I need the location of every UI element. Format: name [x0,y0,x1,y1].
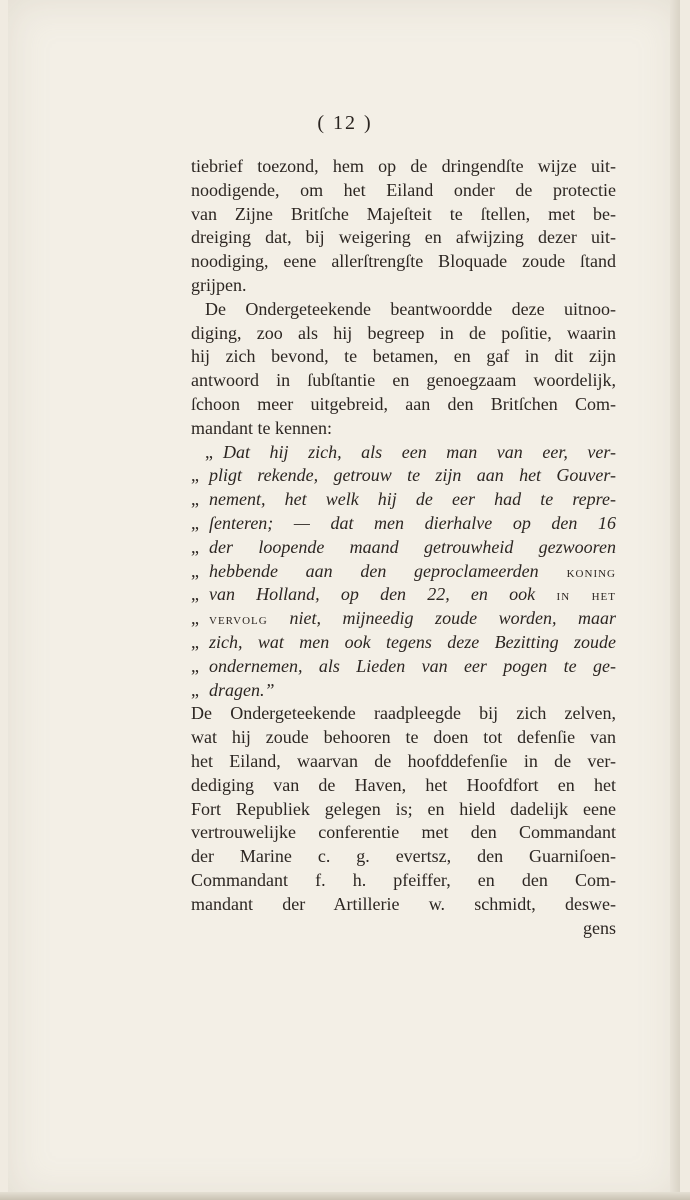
text-line [191,203,616,227]
quote-mark: „ [191,536,199,557]
text-line [191,631,616,655]
text-line [191,322,616,346]
quote-mark: „ [191,679,199,700]
line-text: noodiging, eene allerſtrengſte Bloquade zoude ſtand [191,251,616,272]
line-text: Fort Republiek gelegen is; en hield dadelijk eene [191,798,616,819]
quote-mark: „ [191,608,199,629]
line-text: der loopende maand getrouwheid gezwooren [209,536,616,557]
text-line [191,512,616,536]
text-line [191,679,616,703]
line-text: der Marine c. g. evertsz, den Guarniſoen- [191,846,616,867]
line-text: vertrouwelijke conferentie met den Commandant [191,822,616,843]
line-text: De Ondergeteekende raadpleegde bij zich zelven, [191,703,616,724]
text-line [191,345,616,369]
small-caps-text: vervolg [209,612,290,629]
line-text: tiebrief toezond, hem op de dringendſte wijze uit- [191,156,616,176]
line-text: nement, het welk hij de eer had te repre- [209,489,616,510]
page-edge [670,0,680,1200]
line-text: hebbende aan den geproclameerden [209,560,539,581]
line-text: van Holland, op den 22, en ook [209,584,536,605]
text-line [191,607,616,631]
line-text: mandant der Artillerie w. schmidt, deswe- [191,893,616,914]
line-text: Dat hij zich, als een man van eer, ver- [223,441,616,462]
line-text: van Zijne Britſche Majeſteit te ſtellen, met be- [191,203,616,224]
text-line [191,726,616,750]
body-text [191,155,616,940]
text-line [191,250,616,274]
line-text: hij zich bevond, te betamen, en gaf in dit zijn [191,346,616,367]
line-text: ondernemen, als Lieden van eer pogen te ge- [209,655,616,676]
catchword: gens [583,917,616,938]
quote-mark: „ [191,560,199,581]
text-line [191,464,616,488]
quote-mark: „ [191,489,199,510]
small-caps-text: koning [538,564,616,581]
quote-mark: „ [191,512,199,533]
bottom-edge [0,1192,690,1200]
text-line [191,798,616,822]
text-line [191,821,616,845]
line-text: zich, wat men ook tegens deze Bezitting zoude [209,631,616,652]
line-text: antwoord in ſubſtantie en genoegzaam woordelijk, [191,370,616,391]
line-text: wat hij zoude behooren te doen tot defenſie van [191,727,616,748]
line-text: het Eiland, waarvan de hoofddefenſie in de ver- [191,750,616,771]
text-line [191,179,616,203]
text-line [191,369,616,393]
text-line [191,441,616,465]
line-text: Commandant f. h. pfeiffer, en den Com- [191,869,616,890]
text-line [191,869,616,893]
quote-mark: „ [191,465,199,486]
text-line [191,774,616,798]
text-line [191,560,616,584]
text-line [191,155,616,179]
line-text: pligt rekende, getrouw te zijn aan het Gouver- [209,465,616,486]
quote-mark: „ [191,655,199,676]
line-text: diging, zoo als hij begreep in de poſitie, waarin [191,322,616,343]
line-text: ſenteren; — dat men dierhalve op den 16 [209,512,616,533]
text-line [191,393,616,417]
line-text: De Ondergeteekende beantwoordde deze uitnoo- [205,298,616,319]
line-text: niet, mijneedig zoude worden, maar [289,608,616,629]
line-text: ſchoon meer uitgebreid, aan den Britſchen Com- [191,393,616,414]
text-line [191,845,616,869]
line-text: dediging van de Haven, het Hoofdfort en het [191,774,616,795]
text-line [191,226,616,250]
text-line [191,655,616,679]
small-caps-text: in het [535,588,616,605]
quote-mark: „ [191,631,199,652]
text-line [191,702,616,726]
text-line [191,893,616,917]
line-text: dragen.” [209,679,275,700]
text-line [191,417,616,441]
line-text: dreiging dat, bij weigering en afwijzing dezer uit- [191,227,616,248]
text-line [191,274,616,298]
text-line [191,298,616,322]
line-text: grijpen. [191,274,247,295]
text-line [191,488,616,512]
text-line [191,536,616,560]
page-number: ( 12 ) [317,112,373,134]
line-text: mandant te kennen: [191,417,332,438]
text-line [191,583,616,607]
quote-mark: „ [191,584,199,605]
text-line [191,750,616,774]
quote-mark: „ [205,441,213,462]
line-text: noodigende, om het Eiland onder de protectie [191,179,616,200]
